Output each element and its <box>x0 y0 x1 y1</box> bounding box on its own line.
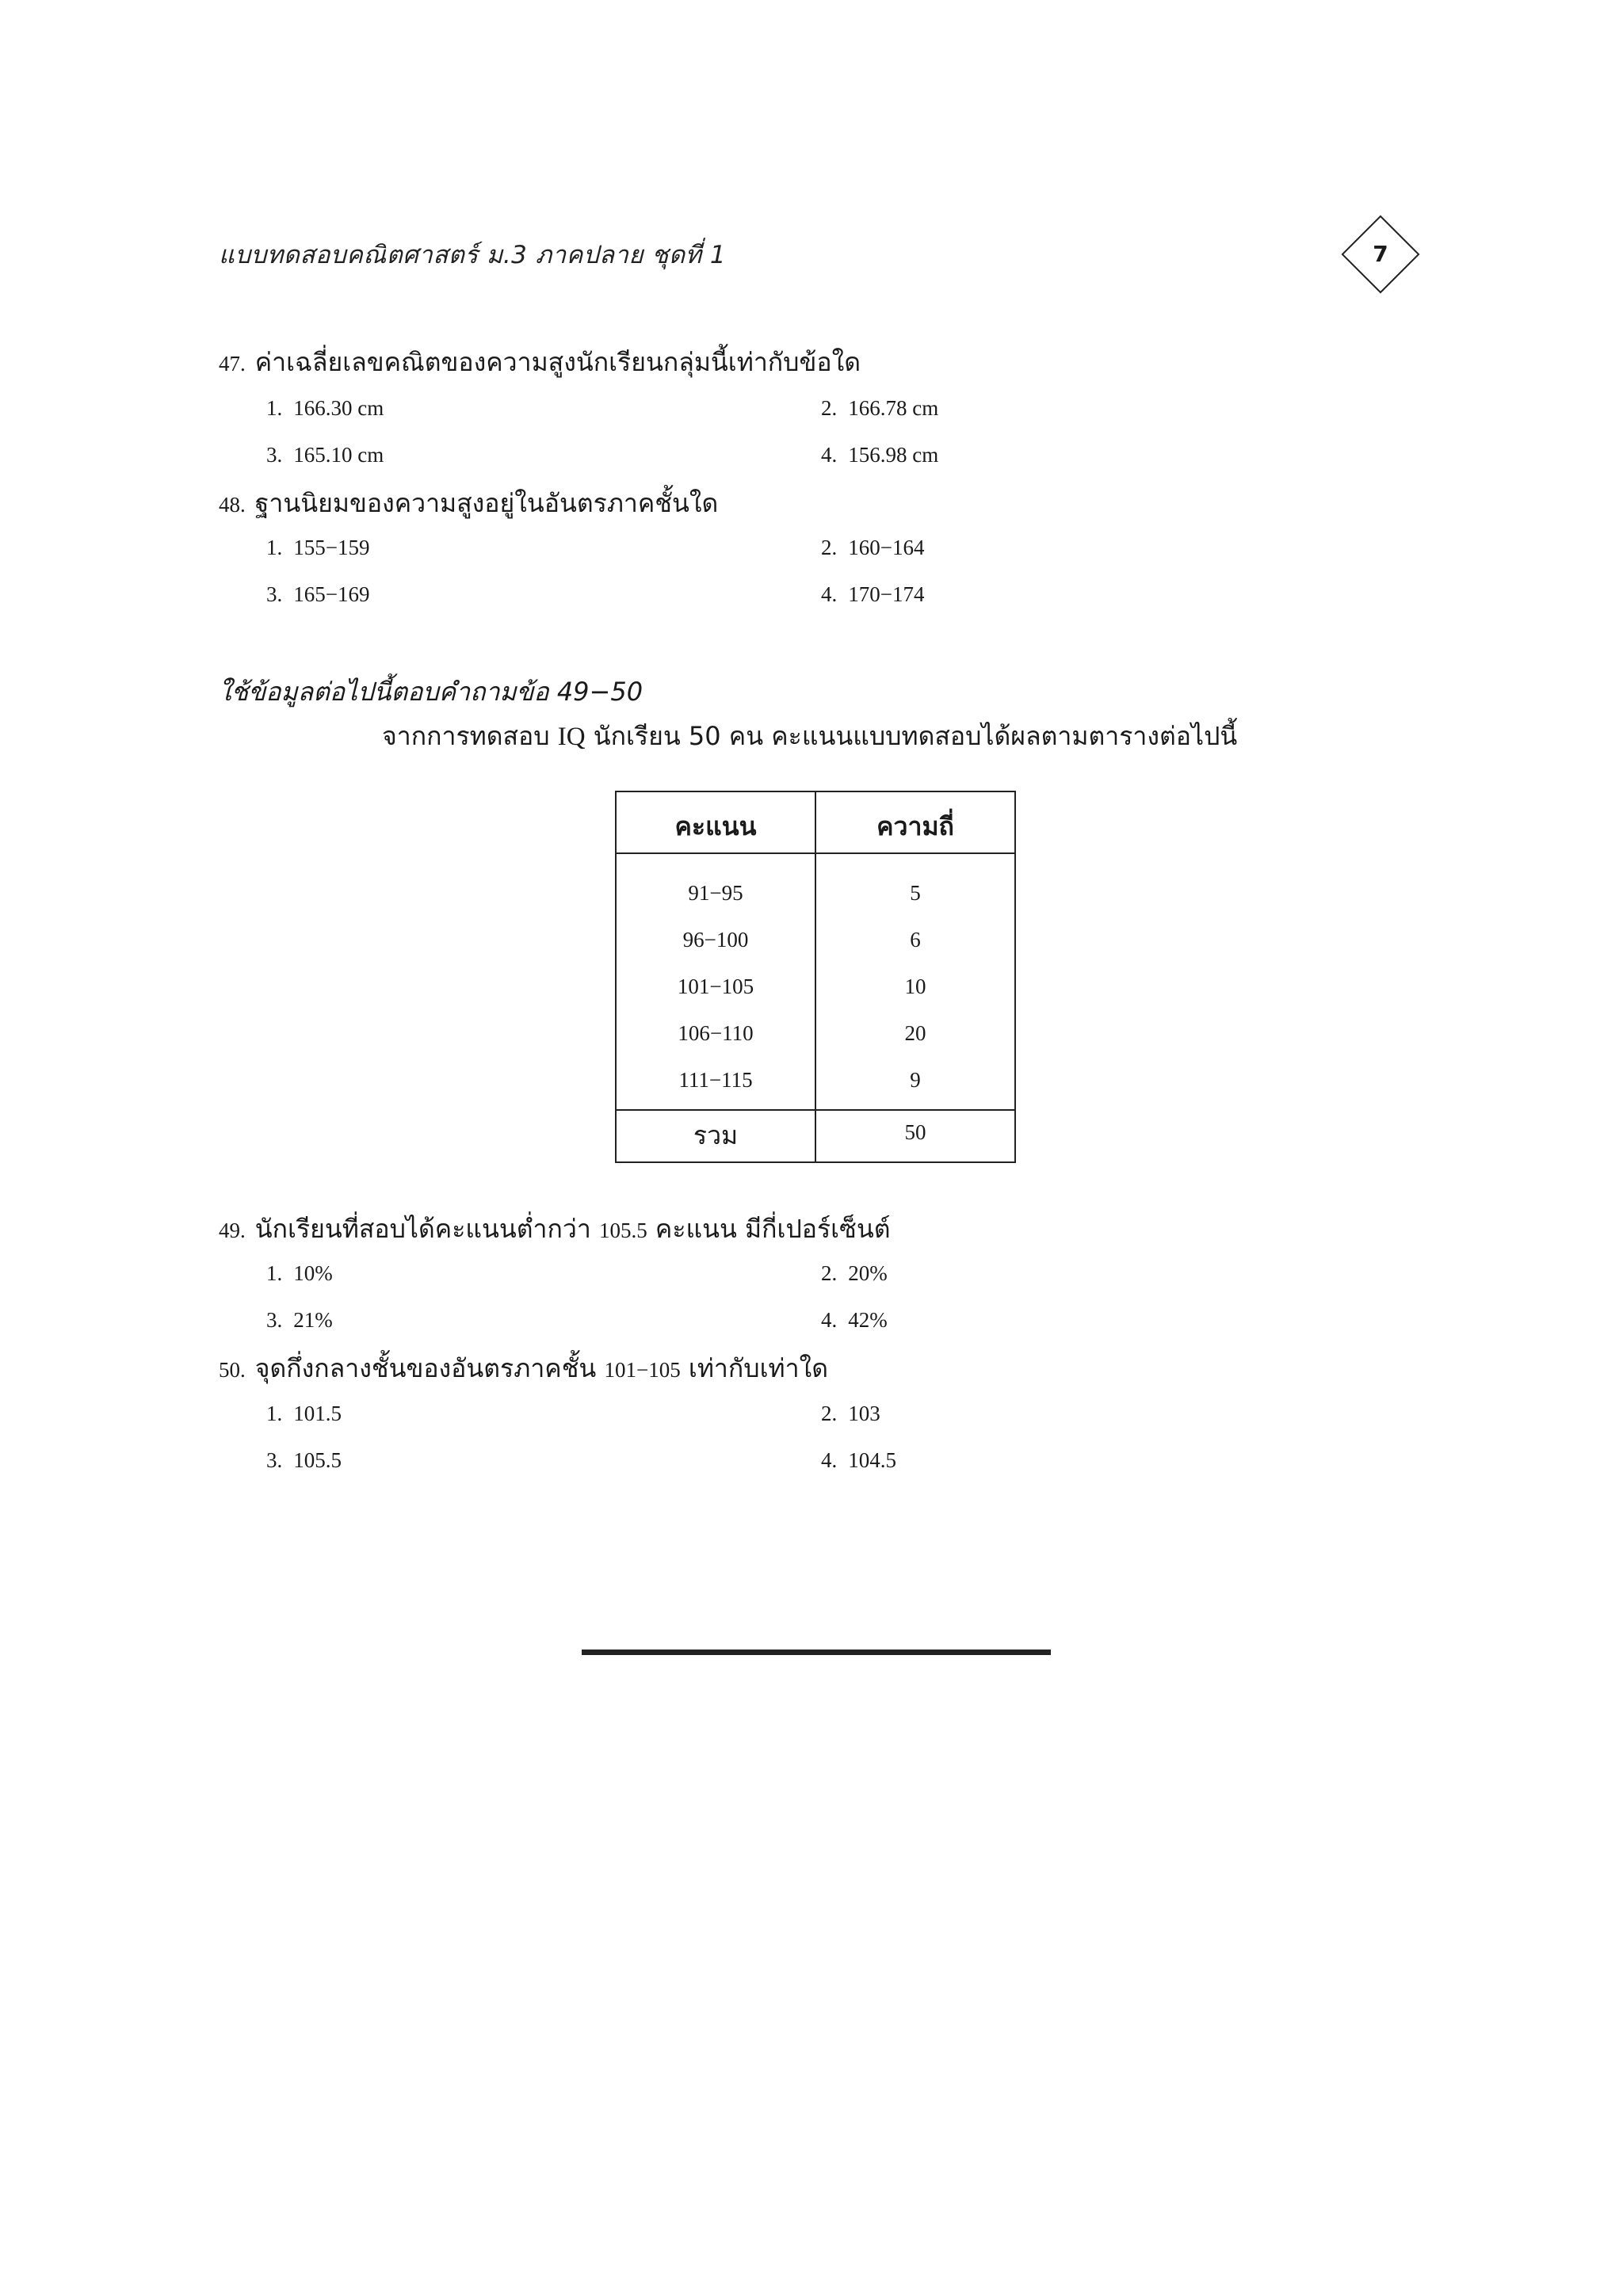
option-number: 2. <box>821 396 838 420</box>
q49-option-2[interactable] <box>821 1261 888 1286</box>
q49-option-1[interactable] <box>266 1261 333 1286</box>
question-text-number: 101−105 <box>604 1358 681 1382</box>
table-cell-frequency: 20 <box>904 1021 926 1045</box>
option-text: 103 <box>848 1402 880 1425</box>
option-text: 160−164 <box>848 536 925 559</box>
option-text: 101.5 <box>293 1402 342 1425</box>
option-number: 2. <box>821 536 838 559</box>
option-text: 156.98 cm <box>848 443 939 467</box>
q49-option-3[interactable] <box>266 1308 333 1333</box>
question-number: 50. <box>219 1358 246 1382</box>
section-intro <box>382 716 1237 757</box>
question-50 <box>219 1348 828 1389</box>
table-header-frequency: ความถี่ <box>876 811 954 841</box>
table-total-value: 50 <box>904 1120 926 1144</box>
intro-iq: IQ <box>557 723 586 751</box>
question-48 <box>219 483 718 524</box>
table-cell-score: 111−115 <box>678 1068 753 1092</box>
q49-option-4[interactable] <box>821 1308 888 1333</box>
q48-option-1[interactable] <box>266 536 369 560</box>
option-text: 165−169 <box>293 582 370 606</box>
q50-option-3[interactable] <box>266 1448 342 1473</box>
table-cell-frequency: 9 <box>910 1068 921 1092</box>
page-number: 7 <box>1373 241 1388 267</box>
page-header-title: แบบทดสอบคณิตศาสตร์ ม.3 ภาคปลาย ชุดที่ 1 <box>219 241 727 269</box>
option-text: 104.5 <box>848 1448 896 1472</box>
page-number-badge <box>1341 215 1420 294</box>
q50-option-1[interactable] <box>266 1402 342 1426</box>
question-text: ฐานนิยมของความสูงอยู่ในอันตรภาคชั้นใด <box>254 488 719 518</box>
option-text: 10% <box>293 1261 333 1285</box>
q50-option-4[interactable] <box>821 1448 896 1473</box>
table-total-label: รวม <box>693 1120 739 1150</box>
q48-option-4[interactable] <box>821 582 924 607</box>
q47-option-3[interactable] <box>266 443 384 467</box>
option-number: 1. <box>266 1261 283 1285</box>
intro-text-start: จากการทดสอบ <box>382 721 558 751</box>
question-text: ค่าเฉลี่ยเลขคณิตของความสูงนักเรียนกลุ่มนี้เท่ากับข้อใด <box>254 347 861 377</box>
table-cell-score: 106−110 <box>678 1021 754 1045</box>
option-text: 105.5 <box>293 1448 342 1472</box>
option-number: 2. <box>821 1402 838 1425</box>
question-text-start: จุดกึ่งกลางชั้นของอันตรภาคชั้น <box>254 1353 605 1383</box>
table-cell-frequency: 6 <box>910 928 921 952</box>
option-text: 165.10 cm <box>293 443 384 467</box>
question-text-end: คะแนน มีกี่เปอร์เซ็นต์ <box>647 1214 891 1244</box>
q50-option-2[interactable] <box>821 1402 880 1426</box>
question-text <box>255 1353 828 1383</box>
option-text: 166.30 cm <box>293 396 384 420</box>
option-number: 4. <box>821 1448 838 1472</box>
q47-option-2[interactable] <box>821 396 938 421</box>
section-title: ใช้ข้อมูลต่อไปนี้ตอบคำถามข้อ 49−50 <box>219 677 643 707</box>
question-text-end: เท่ากับเท่าใด <box>680 1353 828 1383</box>
question-49 <box>219 1209 890 1249</box>
option-number: 1. <box>266 536 283 559</box>
q47-option-4[interactable] <box>821 443 938 467</box>
table-header-score: คะแนน <box>674 811 757 841</box>
option-text: 42% <box>848 1308 888 1332</box>
intro-text-end: นักเรียน 50 คน คะแนนแบบทดสอบได้ผลตามตารางต่อไปนี้ <box>585 721 1238 751</box>
question-47 <box>219 342 861 383</box>
frequency-table <box>615 791 1016 1163</box>
option-number: 4. <box>821 582 838 606</box>
table-total-divider <box>617 1109 1014 1111</box>
question-number: 48. <box>219 493 246 517</box>
option-number: 1. <box>266 396 283 420</box>
q48-option-3[interactable] <box>266 582 369 607</box>
question-number: 49. <box>219 1219 246 1242</box>
table-header-divider <box>617 852 1014 854</box>
end-divider-rule <box>582 1650 1051 1655</box>
table-cell-score: 96−100 <box>682 928 749 952</box>
option-number: 2. <box>821 1261 838 1285</box>
option-number: 4. <box>821 443 838 467</box>
option-number: 1. <box>266 1402 283 1425</box>
q48-option-2[interactable] <box>821 536 924 560</box>
option-text: 166.78 cm <box>848 396 939 420</box>
table-cell-frequency: 10 <box>904 974 926 998</box>
option-number: 3. <box>266 582 283 606</box>
table-cell-score: 91−95 <box>688 881 743 905</box>
option-number: 3. <box>266 1308 283 1332</box>
question-text-start: นักเรียนที่สอบได้คะแนนต่ำกว่า <box>254 1214 599 1244</box>
question-text <box>255 1214 891 1244</box>
question-number: 47. <box>219 352 246 376</box>
option-text: 170−174 <box>848 582 925 606</box>
option-number: 4. <box>821 1308 838 1332</box>
table-cell-frequency: 5 <box>910 881 921 905</box>
option-text: 155−159 <box>293 536 370 559</box>
q47-option-1[interactable] <box>266 396 384 421</box>
option-text: 21% <box>293 1308 333 1332</box>
option-number: 3. <box>266 443 283 467</box>
table-cell-score: 101−105 <box>677 974 754 998</box>
option-text: 20% <box>848 1261 888 1285</box>
option-number: 3. <box>266 1448 283 1472</box>
question-text-number: 105.5 <box>598 1219 647 1242</box>
